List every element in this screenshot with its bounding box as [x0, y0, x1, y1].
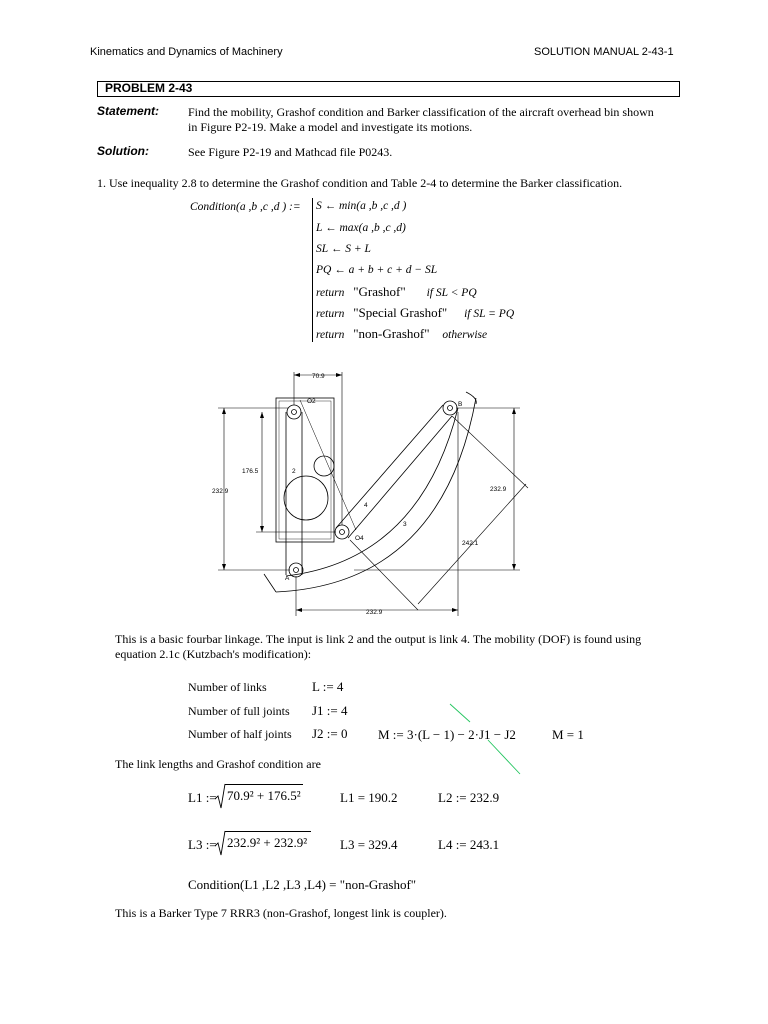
label-link4: 4 [364, 502, 368, 509]
l1-def: L1 := [188, 790, 217, 805]
dim-bottom: 232.9 [366, 609, 383, 616]
program-bar [312, 198, 313, 342]
label-link2: 2 [292, 468, 296, 475]
dim-diagonal: 242.1 [462, 540, 479, 547]
return-condition: if SL = PQ [464, 308, 515, 320]
bin-side-line [300, 400, 356, 530]
dim-left-outer: 232.9 [212, 488, 229, 495]
sqrt-bar-l1 [225, 784, 303, 785]
return-string: "non-Grashof" [353, 326, 430, 341]
header-left: Kinematics and Dynamics of Machinery [90, 46, 283, 58]
step1-text: 1. Use inequality 2.8 to determine the Grashof condition and Table 2-4 to determine the Barker classification. [97, 176, 623, 190]
program-var: L ← [316, 222, 337, 234]
link3-top-cap [466, 392, 476, 404]
statement-line2: in Figure P2-19. Make a model and investigate its motions. [188, 120, 473, 134]
statement-line1: Find the mobility, Grashof condition and Barker classification of the aircraft overhead bin shown [188, 105, 654, 119]
program-var: SL ← [316, 243, 343, 255]
link3-tip [264, 574, 276, 592]
l3-value: L3 = 329.4 [340, 837, 398, 852]
solution-label: Solution: [97, 144, 149, 158]
return-string: "Grashof" [353, 284, 406, 299]
solution-text: See Figure P2-19 and Mathcad file P0243. [188, 145, 393, 159]
l1-radicand: 70.9² + 176.5² [227, 788, 301, 803]
bin-hole-lower [284, 476, 328, 520]
row-full-joints-label: Number of full joints [188, 704, 290, 718]
o4-pivot [335, 525, 349, 539]
l3-radicand: 232.9² + 232.9² [227, 835, 308, 850]
program-line-sl [316, 239, 371, 259]
return-condition: if SL < PQ [426, 287, 477, 299]
program-line-s [316, 196, 406, 216]
dim-top: 70.9 [312, 373, 325, 380]
row-links-expr: L := 4 [312, 679, 344, 694]
program-var: PQ ← [316, 264, 346, 276]
link4-lower-edge [348, 416, 452, 538]
bin-housing [276, 398, 334, 542]
row-full-joints-expr: J1 := 4 [312, 703, 348, 718]
dim-left-inner: 176.5 [242, 468, 259, 475]
o2-pivot [287, 405, 301, 419]
header-right: SOLUTION MANUAL 2-43-1 [534, 46, 674, 58]
program-expr: S + L [345, 243, 371, 255]
link3-inner-curve [286, 408, 458, 576]
condition-call: Condition(L1 ,L2 ,L3 ,L4) = "non-Grashof" [188, 877, 417, 892]
l4-def: L4 := 243.1 [438, 837, 500, 852]
problem-title: PROBLEM 2-43 [105, 81, 193, 95]
statement-label: Statement: [97, 104, 160, 118]
l2-def: L2 := 232.9 [438, 790, 500, 805]
sqrt-bar-l3 [225, 831, 311, 832]
program-expr: a + b + c + d − SL [348, 264, 438, 276]
row-half-joints-label: Number of half joints [188, 727, 292, 741]
dim-right: 232.9 [490, 486, 507, 493]
mobility-formula: M := 3·(L − 1) − 2·J1 − J2 [378, 727, 516, 742]
label-a: A [285, 575, 290, 582]
l1-value: L1 = 190.2 [340, 790, 398, 805]
mobility-intro1: This is a basic fourbar linkage. The input is link 2 and the output is link 4. The mobility (DOF) is found using [115, 632, 642, 646]
program-line-l [316, 218, 406, 238]
link4-upper-edge [336, 405, 443, 528]
return-keyword: return [316, 308, 345, 320]
program-return-grashof [316, 282, 477, 302]
problem-title-box [97, 81, 680, 97]
sqrt-sign-l1 [214, 782, 226, 810]
program-line-pq [316, 260, 437, 280]
label-o2: O2 [307, 398, 316, 405]
program-expr: max(a ,b ,c ,d) [339, 222, 406, 234]
program-return-special [316, 303, 514, 323]
label-b: B [458, 401, 463, 408]
program-return-nongrashof [316, 324, 487, 344]
links-intro: The link lengths and Grashof condition are [115, 757, 321, 771]
l3-def: L3 := [188, 837, 217, 852]
row-half-joints-expr: J2 := 0 [312, 726, 348, 741]
b-pivot [443, 401, 457, 415]
row-links-label: Number of links [188, 680, 267, 694]
link3-outer-curve [276, 398, 476, 592]
return-condition: otherwise [442, 329, 488, 341]
label-link3: 3 [403, 521, 407, 528]
conclusion-text: This is a Barker Type 7 RRR3 (non-Grashof, longest link is coupler). [115, 906, 447, 920]
sqrt-sign-l3 [214, 829, 226, 857]
return-string: "Special Grashof" [353, 305, 448, 320]
linkage-figure [200, 360, 540, 630]
mobility-result: M = 1 [552, 727, 584, 742]
program-expr: min(a ,b ,c ,d ) [339, 200, 407, 212]
return-keyword: return [316, 287, 345, 299]
bin-housing-inner [279, 401, 331, 539]
mobility-intro2: equation 2.1c (Kutzbach's modification): [115, 647, 312, 661]
condition-def: Condition(a ,b ,c ,d ) := [190, 201, 301, 213]
green-annotation-marks [440, 700, 530, 780]
program-var: S ← [316, 200, 337, 212]
return-keyword: return [316, 329, 345, 341]
label-o4: O4 [355, 535, 364, 542]
